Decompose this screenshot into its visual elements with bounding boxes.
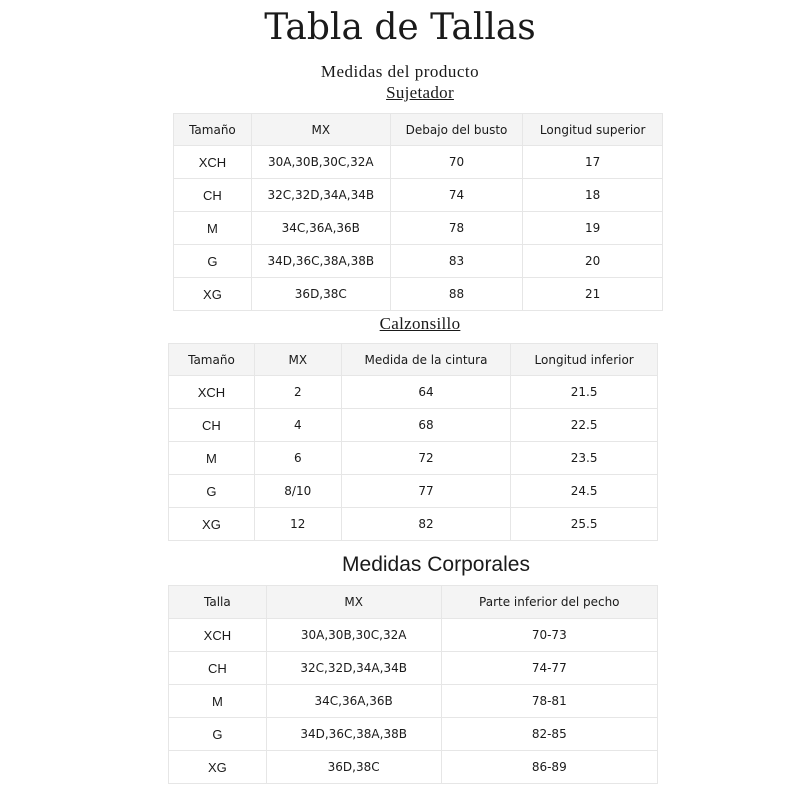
table-cell: 70-73	[441, 619, 657, 652]
table-calzonsillo	[168, 343, 658, 541]
table-cell: 64	[341, 376, 511, 409]
table-cell: 23.5	[511, 442, 658, 475]
column-header: MX	[254, 344, 341, 376]
column-header: Talla	[169, 586, 267, 619]
table-cell: 72	[341, 442, 511, 475]
page-subtitle: Medidas del producto	[320, 62, 480, 81]
table-cell: 34C,36A,36B	[251, 212, 390, 245]
table-cell: 25.5	[511, 508, 658, 541]
table-cell: 74-77	[441, 652, 657, 685]
table-cell: 82	[341, 508, 511, 541]
table-cell: 36D,38C	[266, 751, 441, 784]
table-cell: 34D,36C,38A,38B	[266, 718, 441, 751]
size-cell: CH	[169, 409, 255, 442]
table-cell: 34C,36A,36B	[266, 685, 441, 718]
table-cell: 88	[390, 278, 523, 311]
table-cell: 18	[523, 179, 663, 212]
table-cell: 78-81	[441, 685, 657, 718]
table-cell: 70	[390, 146, 523, 179]
section-heading-corporales: Medidas Corporales	[342, 553, 530, 576]
column-header: MX	[251, 114, 390, 146]
table-row	[169, 442, 658, 475]
table-header-row	[169, 586, 658, 619]
size-cell: M	[169, 442, 255, 475]
table-cell: 8/10	[254, 475, 341, 508]
table-cell: 24.5	[511, 475, 658, 508]
table-cell: 77	[341, 475, 511, 508]
table-cell: 82-85	[441, 718, 657, 751]
size-cell: G	[169, 475, 255, 508]
size-cell: XCH	[169, 619, 267, 652]
table-cell: 68	[341, 409, 511, 442]
table-row	[174, 245, 663, 278]
column-header: Tamaño	[169, 344, 255, 376]
table-row	[169, 475, 658, 508]
size-cell: CH	[169, 652, 267, 685]
table-cell: 2	[254, 376, 341, 409]
table-header-row	[169, 344, 658, 376]
column-header: Parte inferior del pecho	[441, 586, 657, 619]
table-cell: 12	[254, 508, 341, 541]
table-cell: 34D,36C,38A,38B	[251, 245, 390, 278]
size-cell: XCH	[169, 376, 255, 409]
column-header: Tamaño	[174, 114, 252, 146]
table-cell: 20	[523, 245, 663, 278]
table-cell: 36D,38C	[251, 278, 390, 311]
table-row	[169, 508, 658, 541]
table-cell: 74	[390, 179, 523, 212]
size-cell: M	[174, 212, 252, 245]
table-corporales	[168, 585, 658, 784]
table-cell: 32C,32D,34A,34B	[266, 652, 441, 685]
column-header: Longitud inferior	[511, 344, 658, 376]
size-cell: M	[169, 685, 267, 718]
table-row	[169, 652, 658, 685]
table-cell: 6	[254, 442, 341, 475]
section-heading-calzonsillo: Calzonsillo	[379, 314, 461, 333]
section-heading-sujetador: Sujetador	[386, 83, 454, 102]
table-cell: 86-89	[441, 751, 657, 784]
table-cell: 83	[390, 245, 523, 278]
table-cell: 17	[523, 146, 663, 179]
table-cell: 22.5	[511, 409, 658, 442]
table-row	[169, 751, 658, 784]
size-cell: CH	[174, 179, 252, 212]
column-header: Medida de la cintura	[341, 344, 511, 376]
size-cell: XG	[169, 508, 255, 541]
table-cell: 21	[523, 278, 663, 311]
size-cell: XG	[169, 751, 267, 784]
table-cell: 30A,30B,30C,32A	[266, 619, 441, 652]
table-cell: 4	[254, 409, 341, 442]
table-row	[174, 146, 663, 179]
table-cell: 19	[523, 212, 663, 245]
table-row	[174, 179, 663, 212]
column-header: Debajo del busto	[390, 114, 523, 146]
size-cell: G	[174, 245, 252, 278]
table-row	[169, 409, 658, 442]
table-row	[174, 212, 663, 245]
column-header: Longitud superior	[523, 114, 663, 146]
table-row	[169, 718, 658, 751]
page-title: Tabla de Tallas	[264, 7, 536, 48]
table-header-row	[174, 114, 663, 146]
table-row	[169, 685, 658, 718]
table-cell: 32C,32D,34A,34B	[251, 179, 390, 212]
column-header: MX	[266, 586, 441, 619]
table-cell: 78	[390, 212, 523, 245]
table-sujetador	[173, 113, 663, 311]
size-cell: G	[169, 718, 267, 751]
table-row	[174, 278, 663, 311]
size-cell: XG	[174, 278, 252, 311]
table-row	[169, 619, 658, 652]
table-cell: 30A,30B,30C,32A	[251, 146, 390, 179]
size-cell: XCH	[174, 146, 252, 179]
table-cell: 21.5	[511, 376, 658, 409]
table-row	[169, 376, 658, 409]
